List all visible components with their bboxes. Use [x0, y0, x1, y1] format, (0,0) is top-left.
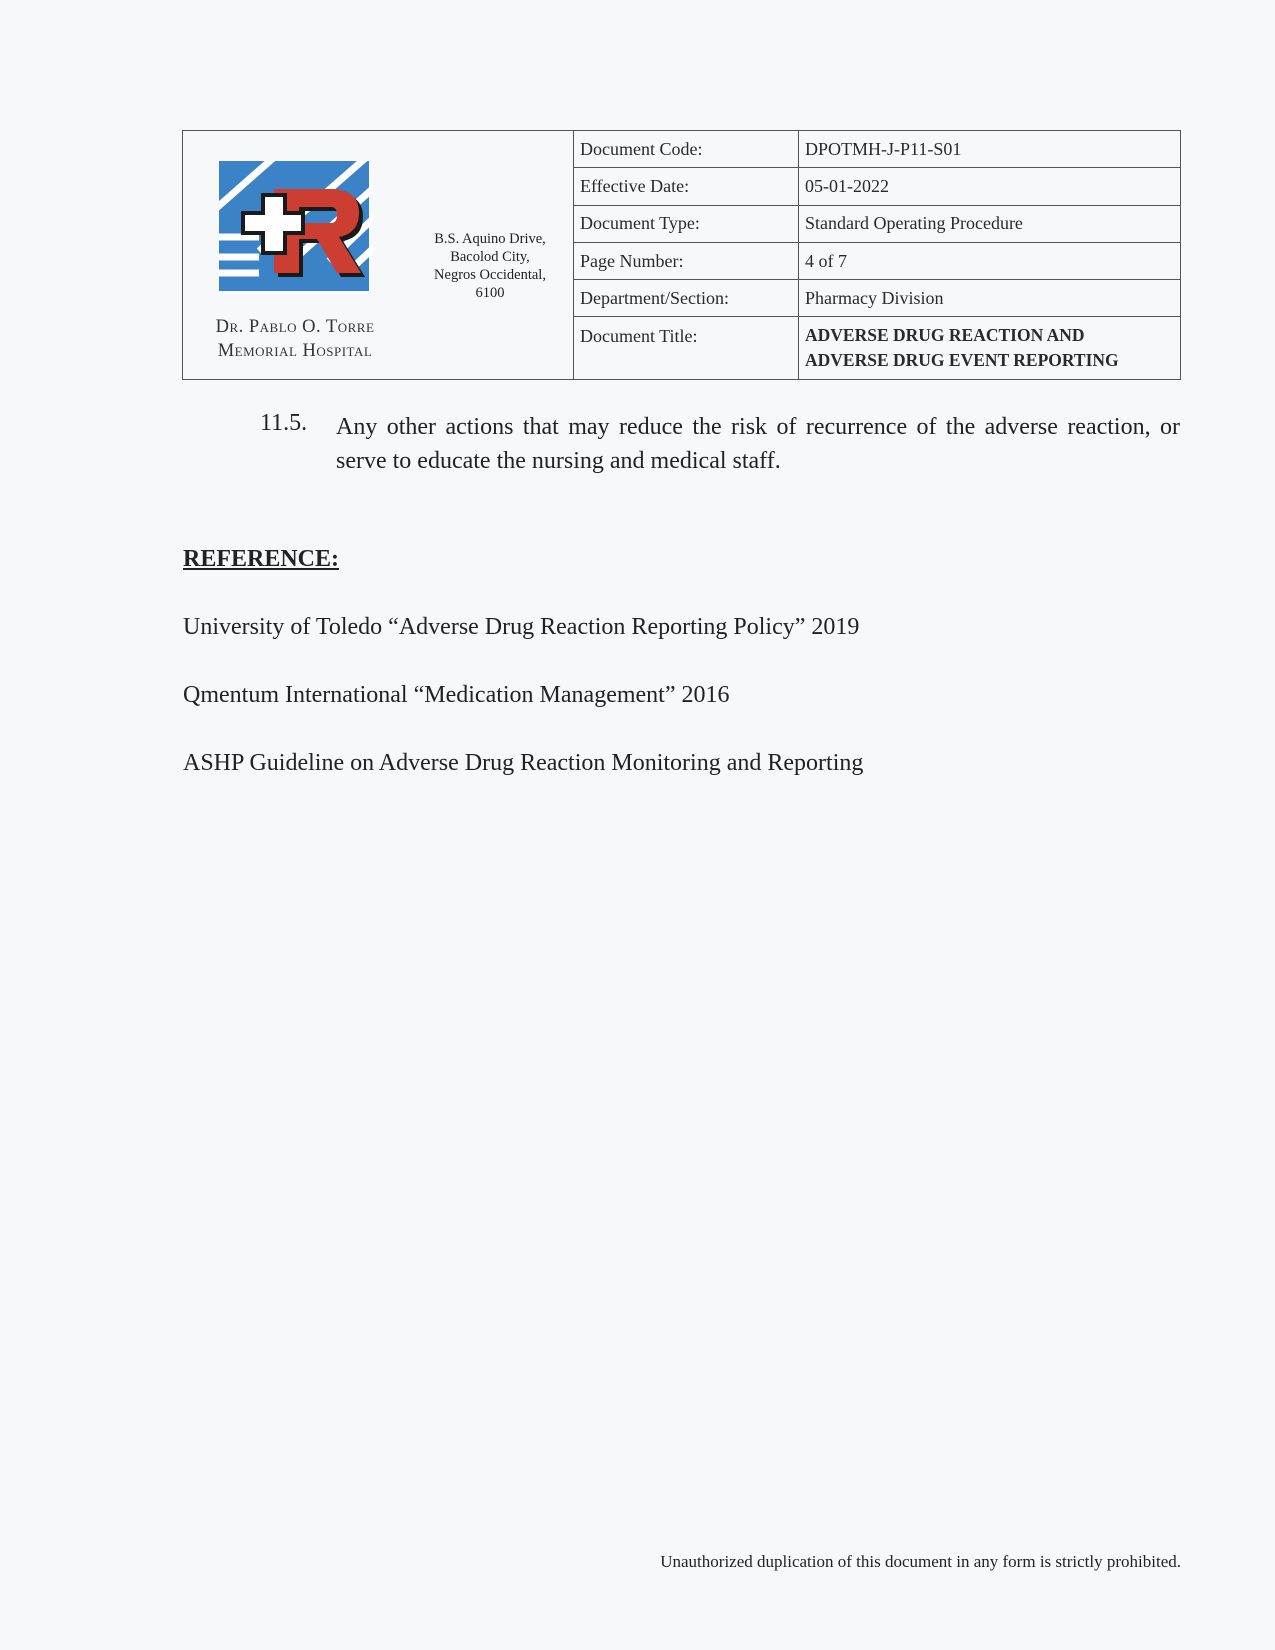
effective-date-value: 05-01-2022	[799, 168, 1181, 205]
hospital-logo-icon	[219, 161, 373, 291]
document-type-label: Document Type:	[574, 205, 799, 242]
document-header-table	[182, 130, 1181, 380]
document-title-value	[799, 317, 1181, 380]
document-code-label: Document Code:	[574, 131, 799, 168]
document-title-line1: ADVERSE DRUG REACTION AND	[805, 325, 1085, 346]
page-number-value: 4 of 7	[799, 242, 1181, 279]
reference-item: Qmentum International “Medication Management” 2016	[183, 682, 730, 708]
document-code-value: DPOTMH-J-P11-S01	[799, 131, 1181, 168]
reference-item: University of Toledo “Adverse Drug Reaction Reporting Policy” 2019	[183, 614, 860, 640]
hospital-address	[407, 230, 573, 302]
address-line4: 6100	[475, 285, 505, 301]
department-value: Pharmacy Division	[799, 280, 1181, 317]
address-line2: Bacolod City,	[450, 249, 530, 265]
item-text: Any other actions that may reduce the risk of recurrence of the adverse reaction, or serve to educate the nursing and medical staff.	[336, 414, 1180, 474]
address-line1: B.S. Aquino Drive,	[434, 231, 546, 247]
document-type-value: Standard Operating Procedure	[799, 205, 1181, 242]
hospital-name-line1: Dr. Pablo O. Torre	[215, 317, 375, 337]
logo-cell	[183, 131, 574, 380]
page-number-label: Page Number:	[574, 242, 799, 279]
item-number: 11.5.	[260, 410, 308, 436]
document-title-label: Document Title:	[574, 317, 799, 380]
reference-heading: REFERENCE:	[183, 546, 340, 572]
effective-date-label: Effective Date:	[574, 168, 799, 205]
reference-item: ASHP Guideline on Adverse Drug Reaction Monitoring and Reporting	[183, 750, 864, 776]
hospital-name-line2: Memorial Hospital	[217, 341, 373, 361]
document-title-line2: ADVERSE DRUG EVENT REPORTING	[805, 350, 1119, 371]
hospital-name	[183, 315, 407, 363]
department-label: Department/Section:	[574, 280, 799, 317]
address-line3: Negros Occidental,	[434, 267, 546, 283]
footer-notice: Unauthorized duplication of this document in any form is strictly prohibited.	[660, 1552, 1181, 1571]
